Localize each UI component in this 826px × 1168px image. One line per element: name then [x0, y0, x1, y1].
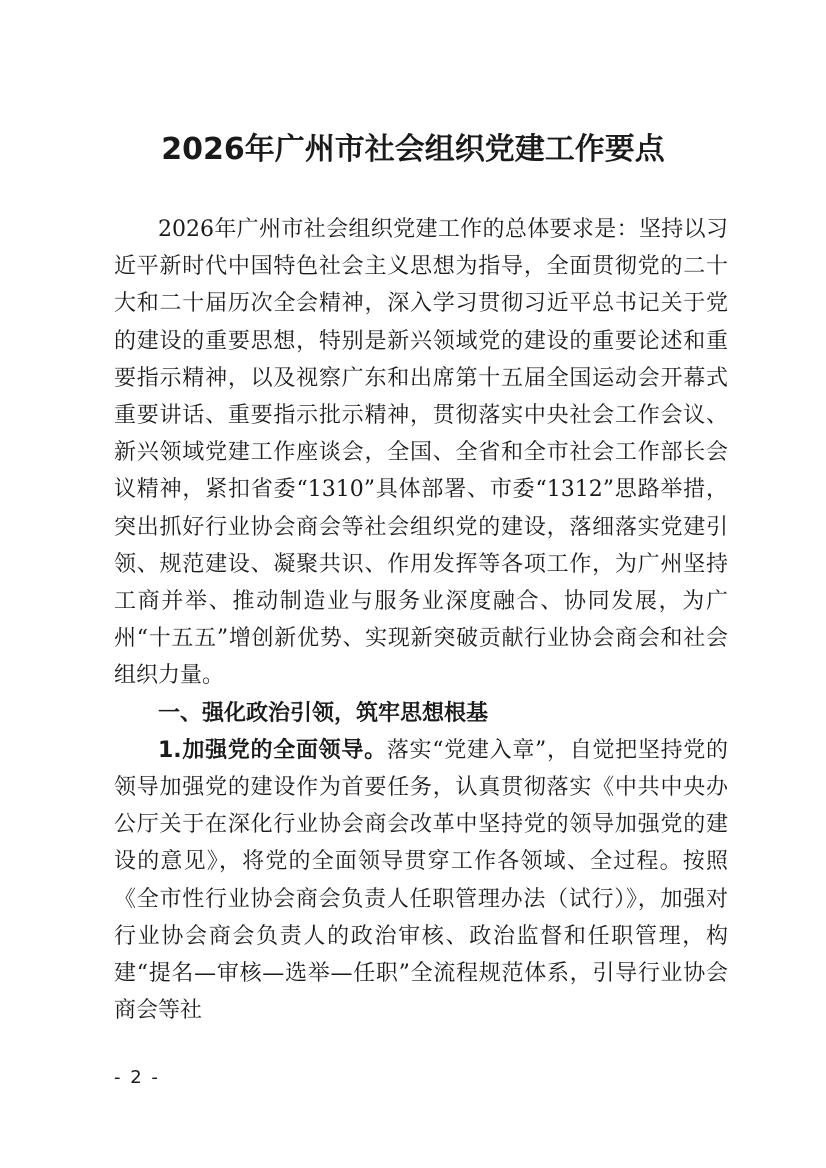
- item-body-1: 落实“党建入章”，自觉把坚持党的领导加强党的建设作为首要任务，认真贯彻落实《中共中央办公厅关于在深化行业协会商会改革中坚持党的领导加强党的建设的意见》，将党的全面领导贯穿工作各领域、全过程。按照《全市性行业协会商会负责人任职管理办法（试行）》，加强对行业协会商会负责人的政治审核、政治监督和任职管理，构建“提名—审核—选举—任职”全流程规范体系，引导行业协会商会等社: [114, 737, 729, 1024]
- document-body: [114, 211, 728, 1029]
- page-number: - 2 -: [114, 1067, 160, 1088]
- item-paragraph-1: [114, 732, 728, 1030]
- item-lead-1: 1.加强党的全面领导。: [158, 737, 387, 763]
- section-heading-1: 一、强化政治引领，筑牢思想根基: [158, 700, 489, 726]
- intro-paragraph: 2026年广州市社会组织党建工作的总体要求是：坚持以习近平新时代中国特色社会主义思想为指导，全面贯彻党的二十大和二十届历次全会精神，深入学习贯彻习近平总书记关于党的建设的重要思想，特别是新兴领域党的建设的重要论述和重要指示精神，以及视察广东和出席第十五届全国运动会开幕式重要讲话、重要指示批示精神，贯彻落实中央社会工作会议、新兴领域党建工作座谈会，全国、全省和全市社会工作部长会议精神，紧扣省委“1310”具体部署、市委“1312”思路举措，突出抓好行业协会商会等社会组织党的建设，落细落实党建引领、规范建设、凝聚共识、作用发挥等各项工作，为广州坚持工商并举、推动制造业与服务业深度融合、协同发展，为广州“十五五”增创新优势、实现新突破贡献行业协会商会和社会组织力量。: [114, 217, 728, 689]
- document-title: 2026年广州市社会组织党建工作要点: [161, 132, 665, 167]
